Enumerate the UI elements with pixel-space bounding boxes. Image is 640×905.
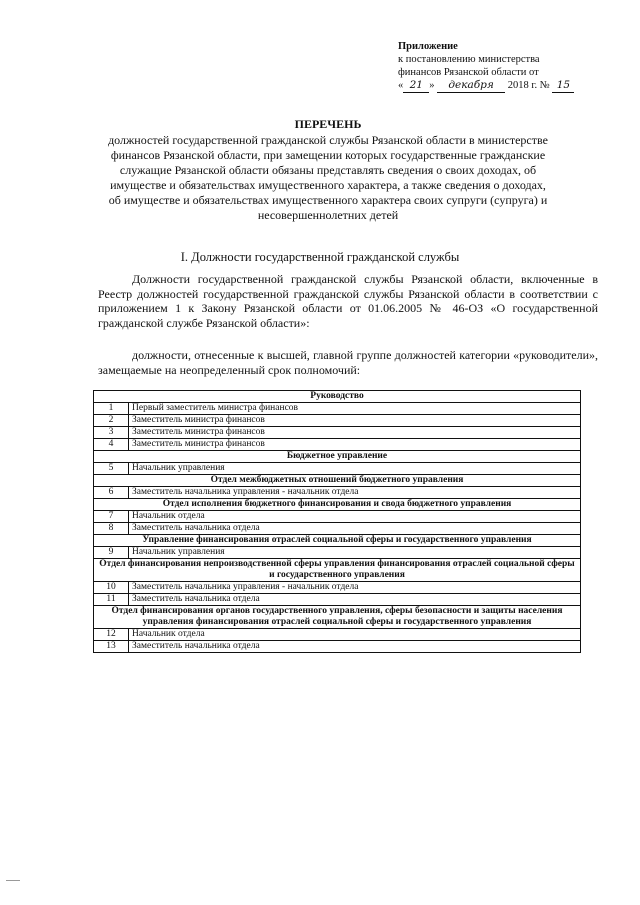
- appendix-title: Приложение: [398, 41, 458, 52]
- row-number: 4: [94, 439, 129, 451]
- table-header-row: [94, 475, 581, 487]
- handwritten-number: 15: [552, 79, 574, 93]
- row-title: Заместитель министра финансов: [129, 415, 581, 427]
- row-title: Заместитель министра финансов: [129, 439, 581, 451]
- table-row: [94, 523, 581, 535]
- row-number: 13: [94, 641, 129, 653]
- row-number: 6: [94, 487, 129, 499]
- row-title: Начальник управления: [129, 463, 581, 475]
- table-header-row: [94, 535, 581, 547]
- table-row: [94, 415, 581, 427]
- table-header-cell: Управление финансирования отраслей социальной сферы и государственного управления: [94, 535, 581, 547]
- document-heading: [108, 117, 548, 223]
- table-row: [94, 511, 581, 523]
- row-number: 3: [94, 427, 129, 439]
- row-number: 5: [94, 463, 129, 475]
- section-title: I. Должности государственной гражданской службы: [180, 250, 460, 264]
- appendix-date-line: [398, 79, 598, 93]
- table-header-cell: Отдел межбюджетных отношений бюджетного управления: [94, 475, 581, 487]
- scan-mark: [6, 870, 20, 881]
- row-title: Заместитель начальника отдела: [129, 594, 581, 606]
- appendix-block: [398, 40, 598, 93]
- handwritten-day: 21: [403, 79, 429, 93]
- table-header-row: [94, 391, 581, 403]
- positions-table: [93, 390, 581, 653]
- row-number: 2: [94, 415, 129, 427]
- year-text: 2018 г. №: [507, 80, 550, 91]
- table-row: [94, 629, 581, 641]
- paragraph-1: Должности государственной гражданской службы Рязанской области, включенные в Реестр должностей государственной гражданской службы Рязанской области в соответствии с приложением 1 к Закону Рязанской области от 01.06.2005 № 46-ОЗ «О государственной гражданской службе Рязанской области»:: [98, 272, 598, 330]
- row-title: Заместитель начальника отдела: [129, 641, 581, 653]
- row-number: 9: [94, 547, 129, 559]
- table-row: [94, 403, 581, 415]
- row-title: Заместитель министра финансов: [129, 427, 581, 439]
- table-header-row: [94, 606, 581, 629]
- table-row: [94, 641, 581, 653]
- row-number: 8: [94, 523, 129, 535]
- table-header-row: [94, 451, 581, 463]
- table-header-cell: Отдел финансирования непроизводственной сферы управления финансирования отраслей социальной сферы и государственного управления: [94, 559, 581, 582]
- table-row: [94, 439, 581, 451]
- document-title: ПЕРЕЧЕНЬ: [294, 117, 362, 131]
- table-row: [94, 547, 581, 559]
- table-header-row: [94, 499, 581, 511]
- date-close-quote: »: [429, 80, 435, 91]
- row-title: Заместитель начальника отдела: [129, 523, 581, 535]
- appendix-line-2: финансов Рязанской области от: [398, 67, 539, 78]
- row-number: 11: [94, 594, 129, 606]
- row-title: Начальник отдела: [129, 629, 581, 641]
- table-row: [94, 487, 581, 499]
- row-title: Заместитель начальника управления - начальник отдела: [129, 487, 581, 499]
- table-row: [94, 427, 581, 439]
- table-header-cell: Отдел исполнения бюджетного финансирования и свода бюджетного управления: [94, 499, 581, 511]
- row-title: Заместитель начальника управления - начальник отдела: [129, 582, 581, 594]
- row-number: 10: [94, 582, 129, 594]
- table-header-cell: Отдел финансирования органов государственного управления, сферы безопасности и защиты населения управления финансирования отраслей социальной сферы и государственного управления: [94, 606, 581, 629]
- appendix-line-1: к постановлению министерства: [398, 54, 540, 65]
- table-row: [94, 594, 581, 606]
- paragraph-2: должности, отнесенные к высшей, главной группе должностей категории «руководители», замещаемые на неопределенный срок полномочий:: [98, 348, 598, 377]
- table-row: [94, 463, 581, 475]
- row-number: 12: [94, 629, 129, 641]
- row-title: Первый заместитель министра финансов: [129, 403, 581, 415]
- table-header-cell: Бюджетное управление: [94, 451, 581, 463]
- row-number: 1: [94, 403, 129, 415]
- table-header-row: [94, 559, 581, 582]
- row-title: Начальник отдела: [129, 511, 581, 523]
- table-header-cell: Руководство: [94, 391, 581, 403]
- table-row: [94, 582, 581, 594]
- handwritten-month: декабря: [437, 79, 505, 93]
- date-open-quote: «: [398, 80, 404, 91]
- row-title: Начальник управления: [129, 547, 581, 559]
- row-number: 7: [94, 511, 129, 523]
- document-subtitle: должностей государственной гражданской службы Рязанской области в министерстве финансов Рязанской области, при замещении которых государственные гражданские служащие Рязанской области обязаны представлять сведения о своих доходах, об имуществе и обязательствах имущественного характера, а также сведения о доходах, об имуществе и обязательствах имущественного характера своих супруги (супруга) и несовершеннолетних детей: [108, 133, 548, 222]
